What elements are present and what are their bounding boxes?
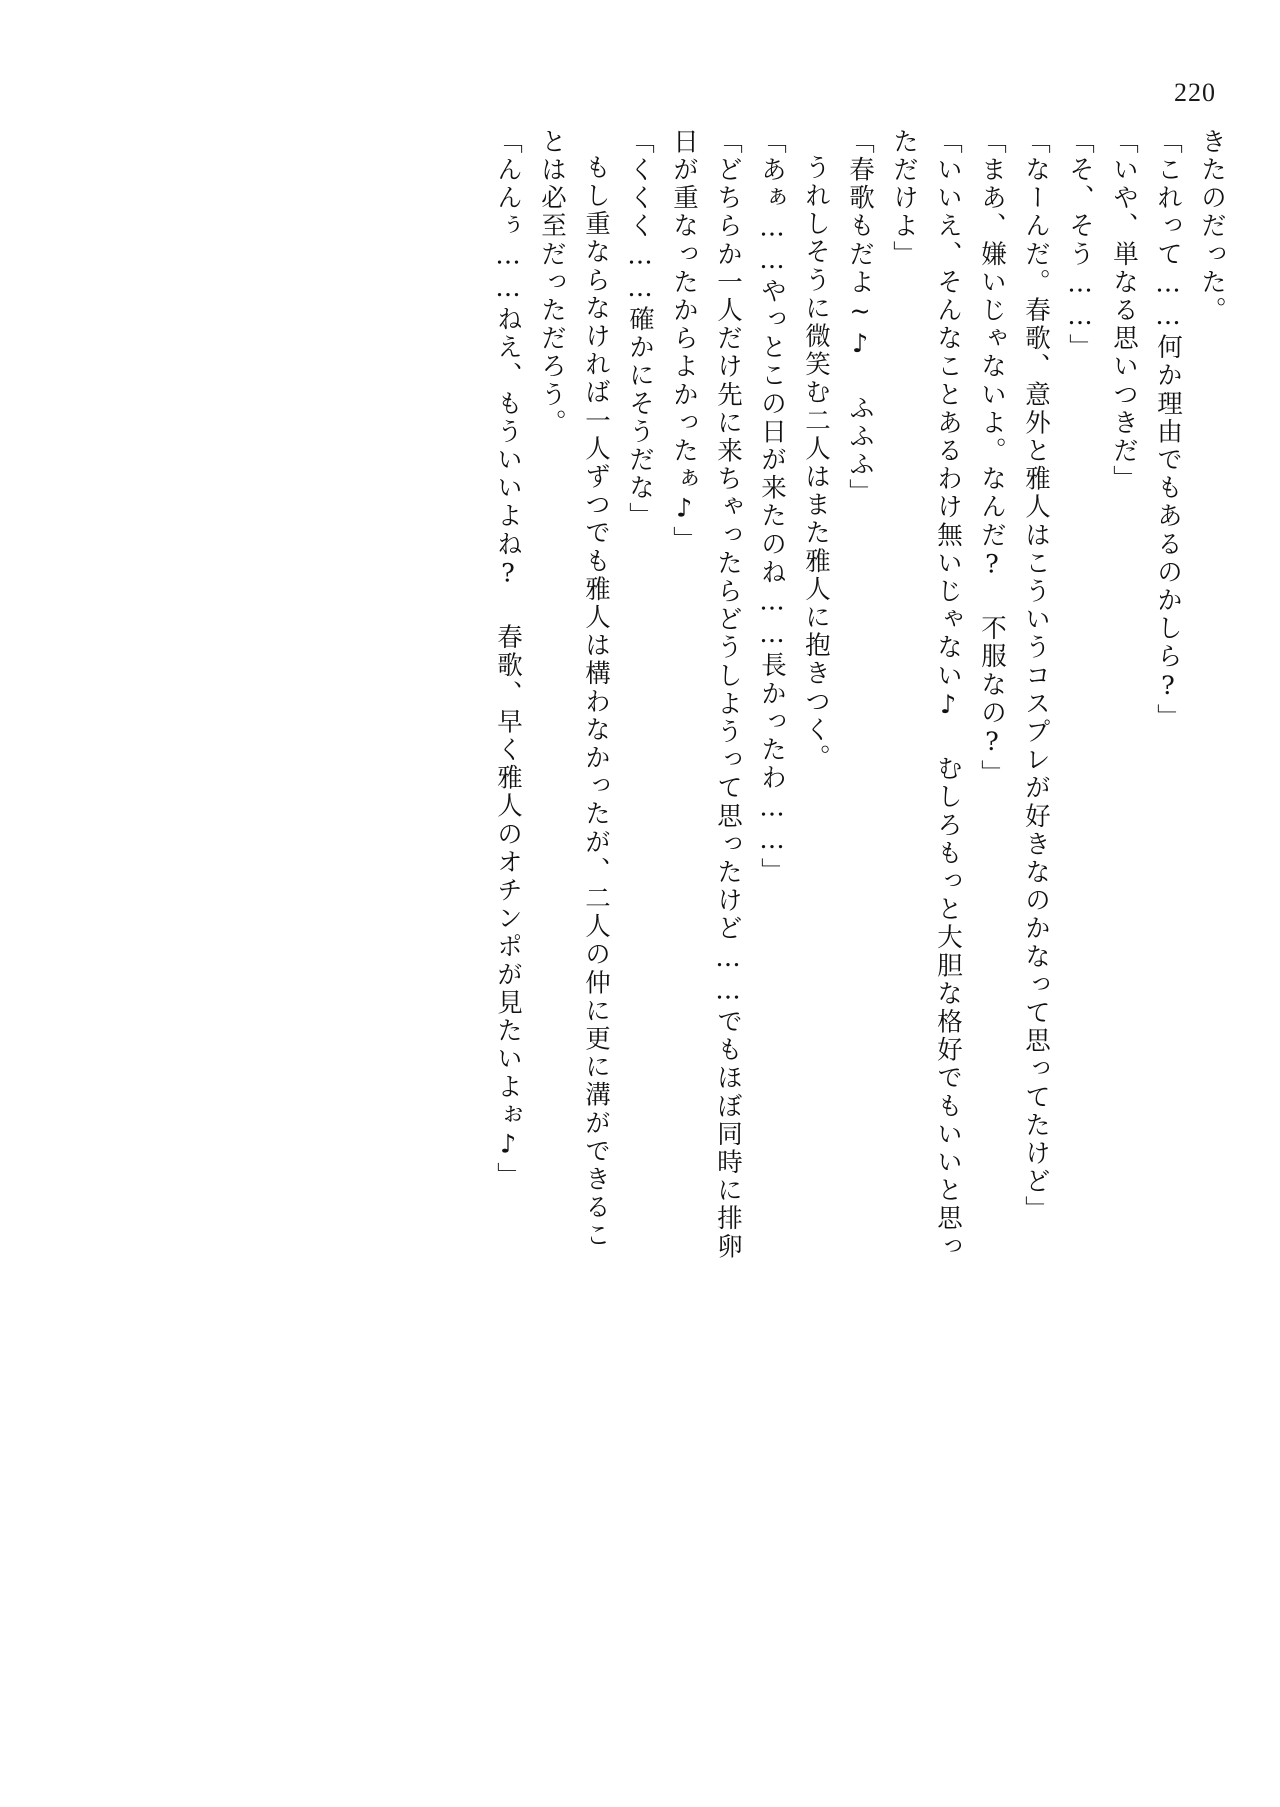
- text-line: ただけよ」: [889, 128, 919, 269]
- text-line: 「あぁ……やっとこの日が来たのね……長かったわ……」: [757, 128, 787, 886]
- text-line: うれしそうに微笑む二人はまた雅人に抱きつく。: [801, 154, 831, 773]
- text-line: 「いいえ、そんなことあるわけ無いじゃない♪ むしろもっと大胆な格好でもいいと思っ: [933, 128, 963, 1261]
- text-line: 「なーんだ。春歌、意外と雅人はこういうコスプレが好きなのかなって思ってたけど」: [1021, 128, 1051, 1224]
- text-line: 「これって……何か理由でもあるのかしら?」: [1153, 128, 1183, 732]
- text-line: もし重ならなければ一人ずつでも雅人は構わなかったが、二人の仲に更に溝ができるこ: [581, 154, 611, 1250]
- text-line: とは必至だっただろう。: [537, 128, 567, 438]
- text-line: 「くくく……確かにそうだな」: [625, 128, 655, 531]
- text-line: 日が重なったからよかったぁ♪」: [669, 128, 699, 554]
- page-text-body: [110, 128, 1227, 1638]
- text-line: 「まあ、嫌いじゃないよ。なんだ? 不服なの?」: [977, 128, 1007, 788]
- text-line: きたのだった。: [1197, 128, 1227, 325]
- text-line: 「んんぅ……ねえ、もういいよね? 春歌、早く雅人のオチンポが見たいよぉ♪」: [493, 128, 523, 1191]
- text-line: 「そ、そう……」: [1065, 128, 1095, 362]
- text-line: 「どちらか一人だけ先に来ちゃったらどうしようって思ったけど……でもほぼ同時に排卵: [713, 128, 743, 1261]
- page-number: 220: [1174, 78, 1216, 107]
- text-line: 「春歌もだよ~♪ ふふふ」: [845, 128, 875, 507]
- text-line: 「いや、単なる思いつきだ」: [1109, 128, 1139, 494]
